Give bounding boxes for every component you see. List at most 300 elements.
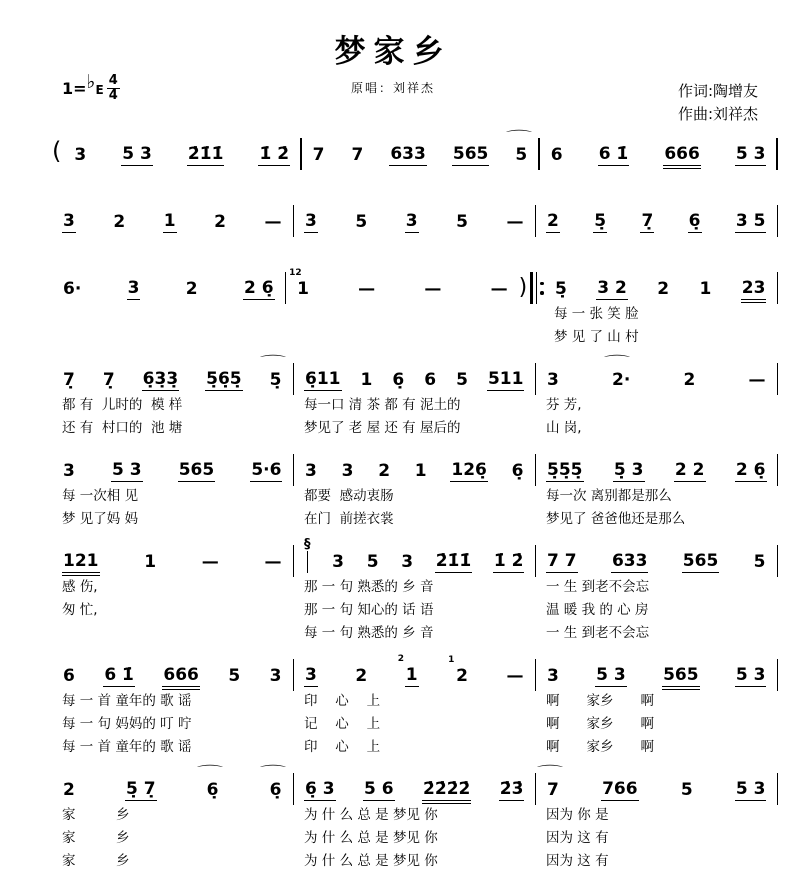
slur-icon: ⌒ — [259, 765, 286, 780]
note-digits: 2 — [657, 279, 670, 299]
lyrics-row: 为 什 么 总 是 梦见 你 — [304, 830, 438, 846]
note-digits: 3 2 — [597, 278, 627, 298]
intro-paren: ( — [52, 137, 62, 165]
close-paren: ) — [518, 275, 528, 300]
measure — [52, 452, 293, 528]
lyrics-row: 家 乡 — [62, 830, 130, 846]
slur-icon: ⌒ — [196, 765, 223, 780]
notes-row — [302, 130, 539, 166]
note-token — [505, 130, 532, 166]
lyrics-row: 为 什 么 总 是 梦见 你 — [304, 807, 438, 823]
grace-note: 12 — [289, 268, 302, 278]
lyrics-row: 都 有 儿时的 模 样 — [62, 397, 183, 413]
note-digits: 3 — [547, 370, 559, 390]
note-token — [125, 779, 157, 801]
note-digits: 6 — [550, 145, 563, 165]
notes-row — [52, 657, 293, 687]
measure — [294, 361, 535, 437]
slur-icon: ⌒ — [259, 355, 286, 370]
note-digits: 6̣11 — [305, 369, 341, 389]
measure — [294, 654, 535, 756]
note-digits: — — [264, 552, 282, 572]
note-digits: 565 — [663, 665, 699, 685]
key-prefix: 1= — [62, 78, 87, 98]
note-digits: 5 — [456, 212, 468, 232]
note-token — [377, 461, 391, 482]
note-token — [304, 779, 336, 801]
note-digits: 2 — [63, 780, 75, 800]
note-token — [62, 461, 76, 482]
note-token — [499, 779, 525, 801]
barline — [777, 205, 779, 237]
thin-barline — [536, 272, 537, 304]
note-digits: 565 — [178, 460, 215, 480]
flat-icon: ♭ — [86, 71, 96, 94]
notes-row — [536, 452, 777, 482]
lyrics-row: 温 暖 我 的 心 房 — [546, 602, 649, 618]
note-token — [546, 551, 578, 573]
note-token — [243, 278, 275, 300]
note-token — [127, 278, 141, 300]
notes-row — [52, 355, 293, 391]
measure — [63, 136, 300, 166]
score-body — [0, 132, 786, 870]
notes-row — [52, 203, 293, 233]
staff-line — [52, 537, 778, 642]
notes-row — [52, 765, 293, 801]
note-digits: 2 — [185, 279, 198, 299]
note-token — [111, 460, 143, 482]
note-digits: 3 — [405, 211, 418, 231]
note-token — [304, 369, 342, 391]
note-digits: 2 — [214, 212, 226, 232]
notes-row — [540, 136, 777, 166]
slur-icon: ⌒ — [604, 355, 631, 370]
note-token — [699, 279, 713, 300]
note-token — [593, 211, 607, 233]
note-digits: 5 3 — [735, 665, 766, 685]
measure — [536, 452, 777, 528]
note-digits: 5·6 — [251, 460, 282, 480]
note-token — [187, 144, 225, 166]
note-token — [350, 145, 364, 166]
note-token — [312, 145, 326, 166]
measure — [294, 537, 535, 642]
note-token — [735, 779, 767, 801]
note-digits: 6̣ — [269, 780, 282, 800]
note-token — [595, 665, 627, 687]
note-token — [366, 552, 380, 573]
repeat-start-barline — [519, 272, 544, 304]
note-digits: 5 3 — [111, 460, 142, 480]
note-token — [213, 212, 227, 233]
barline — [777, 659, 779, 691]
note-token — [546, 211, 560, 233]
note-digits: 5̣ — [594, 211, 607, 231]
note-token — [604, 355, 631, 391]
note-digits: — — [506, 212, 524, 232]
lyrics-row: 因为 这 有 — [546, 853, 609, 869]
note-digits: 3 — [305, 665, 317, 685]
note-token — [688, 211, 702, 233]
lyrics-row: 每 一 首 童年的 歌 谣 — [62, 693, 192, 709]
note-digits: 7 — [351, 145, 364, 165]
lyrics-row: 每 一 张 笑 脸 — [553, 306, 639, 322]
note-token — [546, 370, 560, 391]
lyrics-row: 一 生 到老不会忘 — [546, 625, 650, 641]
lyrics-row: 每 一 句 熟悉的 乡 音 — [304, 625, 434, 641]
lyrics-row: 为 什 么 总 是 梦见 你 — [304, 853, 438, 869]
measure — [536, 765, 777, 870]
note-token — [753, 552, 767, 573]
notes-row — [294, 452, 535, 482]
key-letter: E — [95, 83, 104, 98]
note-digits: 3 — [305, 211, 317, 231]
notes-row — [536, 657, 777, 687]
note-token — [596, 278, 628, 300]
note-token — [354, 666, 368, 687]
note-digits: 5 — [753, 552, 766, 572]
note-digits: 5 — [456, 370, 468, 390]
note-digits: 3 — [74, 145, 87, 165]
note-digits: 6 1̇ — [104, 665, 134, 685]
measure — [52, 355, 293, 437]
notes-row — [294, 771, 535, 801]
lyrics-row: 每 一次相 见 — [62, 488, 139, 504]
note-token — [162, 665, 200, 687]
note-token — [662, 665, 700, 687]
barline — [777, 454, 779, 486]
note-token — [201, 552, 220, 573]
note-digits: 1 — [163, 211, 176, 231]
lyrics-row: 因为 你 是 — [546, 807, 609, 823]
note-digits: 2 — [683, 370, 696, 390]
note-token — [112, 212, 126, 233]
staff-line — [52, 203, 778, 237]
note-token — [259, 765, 286, 801]
lyrics-row: 还 有 村口的 池 塘 — [62, 420, 183, 436]
note-token — [205, 369, 243, 391]
note-digits: 565 — [682, 551, 719, 571]
grace-note: 1 — [448, 655, 455, 665]
note-digits: 7 7 — [547, 551, 577, 571]
lyrics-row: 那 一 句 知心的 话 语 — [304, 602, 434, 618]
note-token — [341, 461, 355, 482]
note-digits: 5 — [355, 212, 368, 232]
measure — [294, 203, 535, 233]
measure — [294, 452, 535, 528]
note-digits: 1 — [144, 552, 157, 572]
measure — [540, 136, 777, 166]
note-token — [640, 211, 654, 233]
note-token — [397, 654, 419, 687]
note-token — [250, 460, 282, 482]
note-digits: 5 3 — [735, 779, 766, 799]
notes-row — [52, 270, 285, 300]
note-token — [735, 665, 767, 687]
note-digits: 2 — [113, 212, 126, 232]
note-digits: 3 — [341, 461, 354, 481]
lyrics-row — [52, 300, 285, 323]
note-digits: 2 — [355, 666, 368, 686]
sheet-header — [0, 0, 786, 132]
note-digits: § — [304, 537, 311, 552]
note-digits: 5̣ 3 — [613, 460, 644, 480]
barline — [777, 363, 779, 395]
lyrics-row: 啊 家乡 啊 — [546, 739, 654, 755]
note-digits: 5̣ 7̣ — [125, 779, 156, 799]
staff-line — [52, 270, 778, 346]
note-token — [741, 278, 767, 300]
note-token — [735, 144, 767, 166]
note-digits: 6̣ — [511, 461, 524, 481]
note-token — [546, 460, 584, 482]
time-unit: 4 — [108, 87, 118, 103]
note-digits: 666 — [163, 665, 199, 685]
lyrics-row: 每 一 首 童年的 歌 谣 — [62, 739, 192, 755]
note-digits: — — [264, 212, 282, 232]
lyrics-row: 家 乡 — [62, 807, 130, 823]
note-token — [748, 370, 767, 391]
note-token — [400, 552, 414, 573]
lyrics-row: 都要 感动衷肠 — [304, 488, 394, 504]
key-signature — [62, 71, 120, 103]
measure — [544, 270, 777, 346]
lyrics-row: 每一次 离别都是那么 — [546, 488, 672, 504]
note-token — [405, 211, 419, 233]
note-token — [258, 144, 290, 166]
notes-row — [544, 270, 777, 300]
barline — [777, 272, 779, 304]
note-digits: 121 — [63, 551, 99, 571]
note-digits: 7̣ — [102, 370, 115, 390]
note-digits: 1 — [405, 665, 418, 685]
note-token — [680, 780, 694, 801]
note-digits: 2 — [547, 211, 559, 231]
note-digits: 1 — [414, 461, 427, 481]
lyrics-row: 因为 这 有 — [546, 830, 609, 846]
note-digits: — — [748, 370, 766, 390]
note-token — [537, 765, 564, 801]
note-digits: 2̇2̇2̇2̇ — [423, 779, 471, 799]
lyrics-row — [52, 323, 285, 346]
note-digits: 5 3 — [735, 144, 766, 164]
lyrics-row — [286, 323, 519, 346]
note-token — [163, 211, 177, 233]
note-digits: 7̣ — [641, 211, 654, 231]
lyricist-credit: 作词:陶增友 — [677, 82, 758, 100]
note-token — [423, 370, 437, 391]
lyrics-row: 梦 见 了 山 村 — [553, 329, 639, 345]
note-digits: 633 — [390, 144, 426, 164]
original-singer: 原唱：刘祥杰 — [350, 81, 435, 95]
lyrics-row — [286, 300, 519, 323]
note-token — [363, 779, 395, 801]
notes-row — [536, 765, 777, 801]
note-digits: 6· — [63, 279, 82, 299]
note-digits: 2 6̣ — [735, 460, 766, 480]
note-digits: 5 — [680, 780, 693, 800]
measure — [302, 130, 539, 166]
slur-icon: ⌒ — [537, 765, 564, 780]
note-token — [185, 279, 199, 300]
note-token — [227, 666, 241, 687]
note-digits: 5 — [515, 145, 528, 165]
note-token — [121, 144, 153, 166]
note-digits: 5 3 — [122, 144, 152, 164]
note-digits: 3 5 — [735, 211, 766, 231]
measure — [52, 203, 293, 233]
note-digits: 5 — [366, 552, 379, 572]
note-digits: 7 — [547, 780, 559, 800]
note-token — [448, 655, 469, 687]
segno-icon — [304, 538, 311, 573]
note-token — [490, 279, 509, 300]
note-digits: 6 — [424, 370, 437, 390]
lyrics-row: 山 岗, — [546, 420, 582, 436]
lyrics-row: 感 伤, — [62, 579, 98, 595]
note-digits: 2̇1̇1̇ — [187, 144, 224, 164]
lyrics-row: 在门 前搓衣裳 — [304, 511, 394, 527]
note-token — [62, 279, 82, 300]
note-digits: 6̣ — [392, 370, 405, 390]
lyrics-row: 啊 家乡 啊 — [546, 716, 654, 732]
note-token — [423, 279, 442, 300]
lyrics-row: 芬 芳, — [546, 397, 582, 413]
note-digits: 3 — [547, 666, 559, 686]
measure — [286, 270, 519, 346]
note-token — [735, 460, 767, 482]
note-digits: 6̣ — [688, 211, 701, 231]
note-token — [304, 665, 318, 687]
note-token — [674, 460, 706, 482]
note-token — [601, 779, 639, 801]
note-token — [554, 279, 568, 300]
note-digits: — — [506, 666, 524, 686]
notes-row — [286, 270, 519, 300]
note-token — [735, 211, 767, 233]
note-digits: 766 — [602, 779, 638, 799]
note-digits: 2 — [456, 666, 468, 686]
note-token — [142, 369, 180, 391]
note-digits: 126̣ — [451, 460, 487, 480]
note-token — [264, 212, 283, 233]
lyrics-row: 梦 见了妈 妈 — [62, 511, 139, 527]
staff-line — [52, 452, 778, 528]
lyrics-row: 印 心 上 — [304, 739, 381, 755]
measure — [536, 657, 777, 756]
note-digits: 2 6̣ — [243, 278, 274, 298]
note-token — [264, 552, 283, 573]
note-digits: 3 — [332, 552, 345, 572]
notes-row — [63, 136, 300, 166]
note-token — [611, 551, 649, 573]
barline — [777, 545, 779, 577]
staff-line — [52, 654, 778, 756]
note-digits: 6̣ — [206, 780, 219, 800]
measure — [52, 657, 293, 756]
credits — [678, 80, 758, 127]
note-token — [391, 370, 405, 391]
note-token — [269, 666, 283, 687]
staff-line — [52, 130, 778, 170]
note-token — [452, 144, 490, 166]
note-token — [103, 665, 135, 687]
note-digits: 2· — [612, 370, 631, 390]
lyrics-row: 啊 家乡 啊 — [546, 693, 654, 709]
note-token — [73, 145, 87, 166]
note-digits: 7̣ — [63, 370, 75, 390]
note-digits: 1̇ 2̇ — [493, 551, 524, 571]
note-token — [62, 551, 100, 573]
note-token — [435, 551, 473, 573]
note-digits: 565 — [452, 144, 489, 164]
note-token — [259, 355, 286, 391]
thick-barline — [530, 272, 533, 304]
note-digits: 5̣5̣5̣ — [547, 460, 583, 480]
notes-row — [294, 203, 535, 233]
note-token — [663, 144, 701, 166]
note-digits: 511 — [487, 369, 524, 389]
notes-row — [52, 543, 293, 573]
notes-row — [536, 355, 777, 391]
lyrics-row: 记 心 上 — [304, 716, 381, 732]
measure — [52, 543, 293, 642]
note-token — [506, 212, 525, 233]
lyrics-row: 一 生 到老不会忘 — [546, 579, 650, 595]
notes-row — [536, 543, 777, 573]
lyrics-row: 那 一 句 熟悉的 乡 音 — [304, 579, 434, 595]
note-digits: 5̣ — [554, 279, 567, 299]
note-token — [598, 144, 630, 166]
note-token — [102, 370, 116, 391]
note-digits: — — [201, 552, 219, 572]
barline — [776, 138, 778, 170]
note-token — [62, 211, 76, 233]
slur-icon: ⌒ — [505, 130, 532, 145]
note-token — [493, 551, 525, 573]
lyrics-row: 家 乡 — [62, 853, 130, 869]
staff-line — [52, 355, 778, 437]
notes-row — [294, 654, 535, 687]
note-digits: 2̇1̇1̇ — [435, 551, 472, 571]
note-digits: 3 — [63, 211, 75, 231]
note-token — [613, 460, 645, 482]
note-token — [178, 460, 216, 482]
note-digits: 5 — [228, 666, 241, 686]
note-digits: 1 — [360, 370, 373, 390]
note-digits: 2 2 — [674, 460, 705, 480]
note-digits: 3 — [305, 461, 317, 481]
note-token — [682, 551, 720, 573]
note-digits: 3 — [63, 461, 75, 481]
note-token — [546, 666, 560, 687]
measure — [52, 270, 285, 346]
lyrics-row: 匆 忙, — [62, 602, 98, 618]
lyrics-row: 印 心 上 — [304, 693, 381, 709]
time-beats: 4 — [108, 73, 118, 88]
note-token — [304, 211, 318, 233]
note-token — [455, 212, 469, 233]
note-digits: 1 — [297, 279, 309, 299]
note-digits: 633 — [611, 551, 648, 571]
note-digits: 23 — [741, 278, 766, 298]
note-token — [354, 212, 368, 233]
note-digits: — — [358, 279, 376, 299]
note-digits: 1̇ 2̇ — [259, 144, 290, 164]
measure — [294, 771, 535, 870]
note-token — [656, 279, 670, 300]
